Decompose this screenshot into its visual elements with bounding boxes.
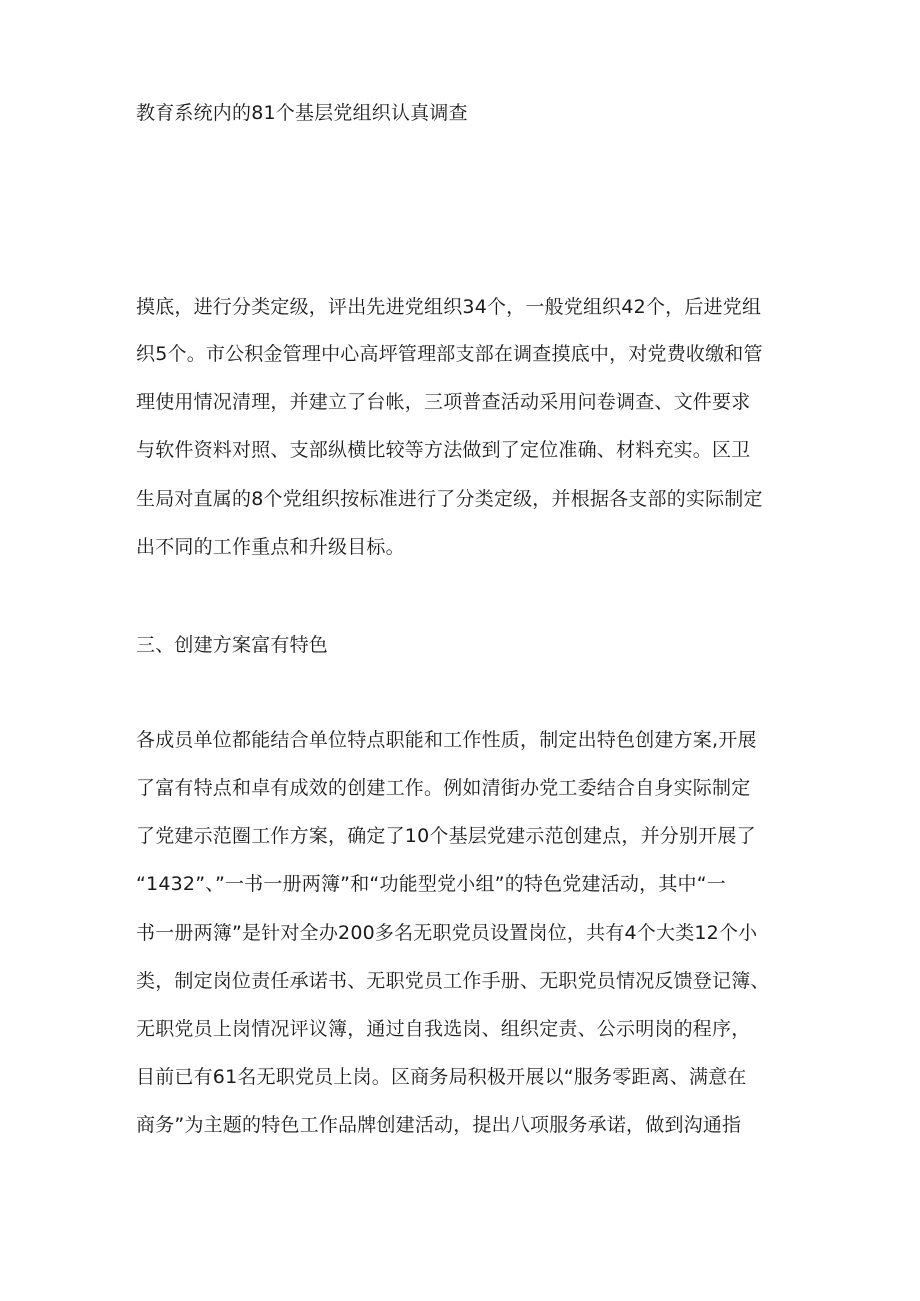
paragraph-line: 无职党员上岗情况评议簿，通过自我选岗、组织定责、公示明岗的程序，: [136, 1018, 751, 1040]
paragraph-line: 商务”为主题的特色工作品牌创建活动，提出八项服务承诺，做到沟通指: [136, 1114, 742, 1136]
paragraph-line: 各成员单位都能结合单位特点职能和工作性质，制定出特色创建方案,开展: [136, 729, 757, 751]
paragraph-line: 理使用情况清理，并建立了台帐，三项普查活动采用问卷调查、文件要求: [136, 391, 751, 413]
paragraph-line: 类，制定岗位责任承诺书、无职党员工作手册、无职党员情况反馈登记簿、: [136, 970, 770, 992]
paragraph-line: 织5个。市公积金管理中心高坪管理部支部在调查摸底中，对党费收缴和管: [136, 343, 763, 365]
paragraph-line: 生局对直属的8个党组织按标准进行了分类定级，并根据各支部的实际制定: [136, 488, 763, 510]
paragraph-line: 书一册两簿”是针对全办200多名无职党员设置岗位，共有4个大类12个小: [136, 922, 758, 944]
paragraph-line: 与软件资料对照、支部纵横比较等方法做到了定位准确、材料充实。区卫: [136, 439, 751, 461]
paragraph-line: 摸底，进行分类定级，评出先进党组织34个，一般党组织42个，后进党组: [136, 296, 762, 318]
paragraph-line: 了党建示范圈工作方案，确定了10个基层党建示范创建点，并分别开展了: [136, 825, 756, 847]
top-line: 教育系统内的81个基层党组织认真调查: [136, 102, 468, 124]
paragraph-line: 出不同的工作重点和升级目标。: [136, 536, 405, 558]
paragraph-line: “1432”、”一书一册两簿”和“功能型党小组”的特色党建活动，其中“一: [136, 873, 726, 895]
section-heading: 三、创建方案富有特色: [136, 634, 329, 656]
paragraph-line: 了富有特点和卓有成效的创建工作。例如清街办党工委结合自身实际制定: [136, 777, 751, 799]
paragraph-line: 目前已有61名无职党员上岗。区商务局积极开展以“服务零距离、满意在: [136, 1066, 747, 1088]
